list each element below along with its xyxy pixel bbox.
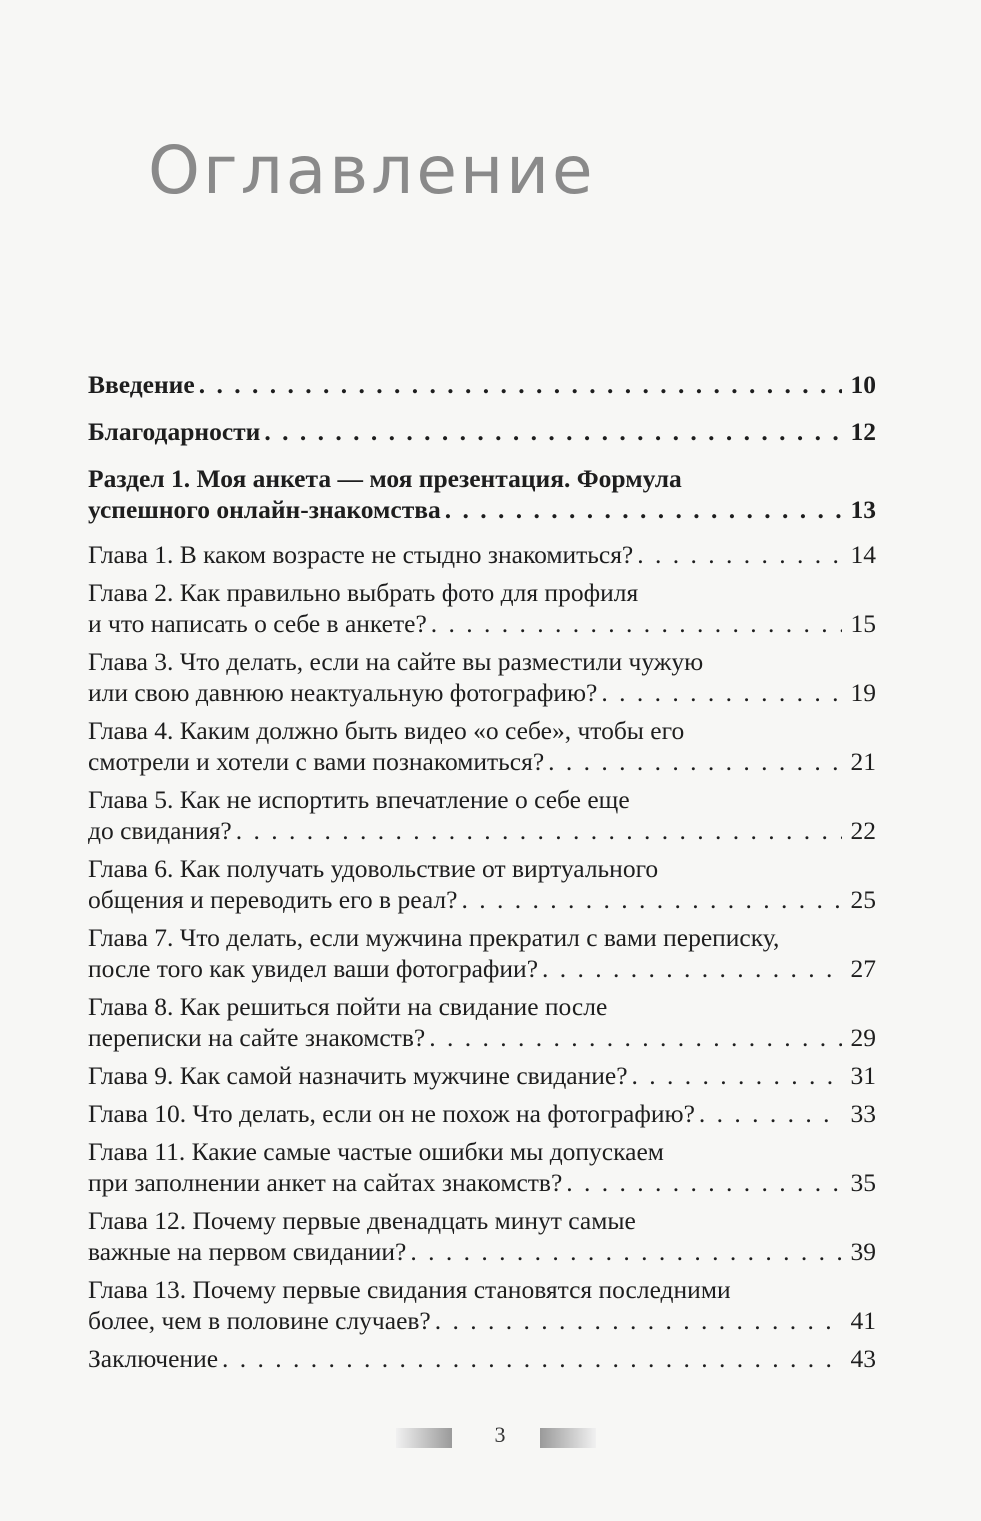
page-footer bbox=[0, 1422, 981, 1452]
toc-entry-title-line: Глава 6. Как получать удовольствие от виртуального bbox=[88, 854, 659, 883]
toc-entry-title-line: Глава 5. Как не испортить впечатление о себе еще bbox=[88, 785, 630, 814]
toc-page-number: 31 bbox=[850, 1061, 876, 1090]
dot-leader bbox=[548, 746, 842, 777]
toc-entry-title-line: Глава 9. Как самой назначить мужчине свидание? bbox=[88, 1061, 628, 1090]
toc-entry[interactable] bbox=[88, 1274, 876, 1336]
toc-entry-title-line: Введение bbox=[88, 370, 195, 399]
toc-entry-title-line: смотрели и хотели с вами познакомиться? bbox=[88, 747, 545, 776]
toc-entry[interactable] bbox=[88, 1205, 876, 1267]
toc-entry-title-line: Глава 13. Почему первые свидания становятся последними bbox=[88, 1275, 731, 1304]
toc-entry-row bbox=[88, 608, 876, 639]
toc-entry-row bbox=[88, 1167, 876, 1198]
dot-leader bbox=[542, 953, 842, 984]
toc-page-number: 33 bbox=[850, 1099, 876, 1128]
toc-entry-title-line: Глава 3. Что делать, если на сайте вы разместили чужую bbox=[88, 647, 704, 676]
toc-entry-row bbox=[88, 369, 876, 400]
toc-page-number: 14 bbox=[850, 540, 876, 569]
toc-page-number: 27 bbox=[850, 954, 876, 983]
toc-entry-row bbox=[88, 539, 876, 570]
toc-entry[interactable] bbox=[88, 416, 876, 447]
toc-entry-row bbox=[88, 884, 876, 915]
dot-leader bbox=[264, 416, 842, 447]
toc-entry-row bbox=[88, 815, 876, 846]
toc-entry[interactable] bbox=[88, 369, 876, 400]
toc-entry-row bbox=[88, 1022, 876, 1053]
dot-leader bbox=[445, 494, 842, 525]
dot-leader bbox=[566, 1167, 842, 1198]
toc-entry[interactable] bbox=[88, 1136, 876, 1198]
dot-leader bbox=[222, 1343, 842, 1374]
toc-page-number: 29 bbox=[850, 1023, 876, 1052]
toc-entry-row bbox=[88, 1098, 876, 1129]
toc-entry-title-line: Глава 12. Почему первые двенадцать минут самые bbox=[88, 1206, 636, 1235]
toc-entry[interactable] bbox=[88, 577, 876, 639]
toc-entry-title-line: важные на первом свидании? bbox=[88, 1237, 407, 1266]
toc-page-number: 39 bbox=[850, 1237, 876, 1266]
toc-entry-row bbox=[88, 1343, 876, 1374]
dot-leader bbox=[461, 884, 842, 915]
toc-page-number: 35 bbox=[850, 1168, 876, 1197]
toc-entry-title-line: переписки на сайте знакомств? bbox=[88, 1023, 426, 1052]
toc-entry-row bbox=[88, 746, 876, 777]
toc-entry-title-line: Раздел 1. Моя анкета — моя презентация. Формула bbox=[88, 464, 682, 493]
toc-entry[interactable] bbox=[88, 784, 876, 846]
toc-entry-row bbox=[88, 1305, 876, 1336]
toc-entry-title-line: или свою давнюю неактуальную фотографию? bbox=[88, 678, 598, 707]
toc-entry[interactable] bbox=[88, 853, 876, 915]
dot-leader bbox=[199, 369, 842, 400]
toc-entry-title-line: общения и переводить его в реал? bbox=[88, 885, 458, 914]
toc-entry-title-line: Глава 7. Что делать, если мужчина прекратил с вами переписку, bbox=[88, 923, 780, 952]
toc-entry[interactable] bbox=[88, 991, 876, 1053]
toc-page-number: 10 bbox=[850, 370, 876, 399]
toc-entry-row bbox=[88, 416, 876, 447]
toc-entry[interactable] bbox=[88, 715, 876, 777]
footer-decorative-bar-left bbox=[396, 1428, 452, 1448]
toc-entry-row bbox=[88, 494, 876, 525]
toc-entry[interactable] bbox=[88, 1343, 876, 1374]
toc-entry-title-line: более, чем в половине случаев? bbox=[88, 1306, 431, 1335]
toc-entry-title-line: Глава 11. Какие самые частые ошибки мы допускаем bbox=[88, 1137, 664, 1166]
dot-leader bbox=[435, 1305, 842, 1336]
dot-leader bbox=[431, 608, 842, 639]
toc-entry-row bbox=[88, 1236, 876, 1267]
toc-entry[interactable] bbox=[88, 1098, 876, 1129]
toc-entry-row bbox=[88, 1060, 876, 1091]
toc-entry-title-line: и что написать о себе в анкете? bbox=[88, 609, 427, 638]
dot-leader bbox=[632, 1060, 842, 1091]
dot-leader bbox=[601, 677, 842, 708]
toc-entry[interactable] bbox=[88, 463, 876, 525]
toc-entry[interactable] bbox=[88, 539, 876, 570]
dot-leader bbox=[429, 1022, 842, 1053]
toc-entry-title-line: успешного онлайн-знакомства bbox=[88, 495, 441, 524]
toc-entry-row bbox=[88, 953, 876, 984]
toc-entry-title-line: после того как увидел ваши фотографии? bbox=[88, 954, 539, 983]
footer-decorative-bar-right bbox=[540, 1428, 596, 1448]
toc-entry[interactable] bbox=[88, 1060, 876, 1091]
page-number: 3 bbox=[494, 1422, 506, 1447]
toc-entry-title-line: Благодарности bbox=[88, 417, 261, 446]
dot-leader bbox=[637, 539, 842, 570]
toc-page-number: 41 bbox=[850, 1306, 876, 1335]
dot-leader bbox=[699, 1098, 842, 1129]
toc-entry[interactable] bbox=[88, 646, 876, 708]
toc-page-number: 12 bbox=[850, 417, 876, 446]
toc-entry-title-line: Глава 8. Как решиться пойти на свидание после bbox=[88, 992, 608, 1021]
toc-entry-row bbox=[88, 677, 876, 708]
toc-page-number: 13 bbox=[850, 495, 876, 524]
dot-leader bbox=[236, 815, 842, 846]
toc-entry-title-line: Глава 1. В каком возрасте не стыдно знакомиться? bbox=[88, 540, 634, 569]
table-of-contents bbox=[88, 362, 876, 1374]
toc-entry-title-line: Глава 2. Как правильно выбрать фото для профиля bbox=[88, 578, 639, 607]
page-title: Оглавление bbox=[148, 132, 596, 209]
toc-entry-title-line: до свидания? bbox=[88, 816, 232, 845]
toc-entry-title-line: при заполнении анкет на сайтах знакомств? bbox=[88, 1168, 563, 1197]
toc-entry-title-line: Заключение bbox=[88, 1344, 219, 1373]
toc-entry-title-line: Глава 4. Каким должно быть видео «о себе», чтобы его bbox=[88, 716, 685, 745]
toc-page-number: 19 bbox=[850, 678, 876, 707]
toc-page-number: 43 bbox=[850, 1344, 876, 1373]
dot-leader bbox=[410, 1236, 842, 1267]
toc-page-number: 21 bbox=[850, 747, 876, 776]
toc-entry-title-line: Глава 10. Что делать, если он не похож на фотографию? bbox=[88, 1099, 695, 1128]
toc-page-number: 15 bbox=[850, 609, 876, 638]
toc-page-number: 25 bbox=[850, 885, 876, 914]
toc-page-number: 22 bbox=[850, 816, 876, 845]
toc-entry[interactable] bbox=[88, 922, 876, 984]
